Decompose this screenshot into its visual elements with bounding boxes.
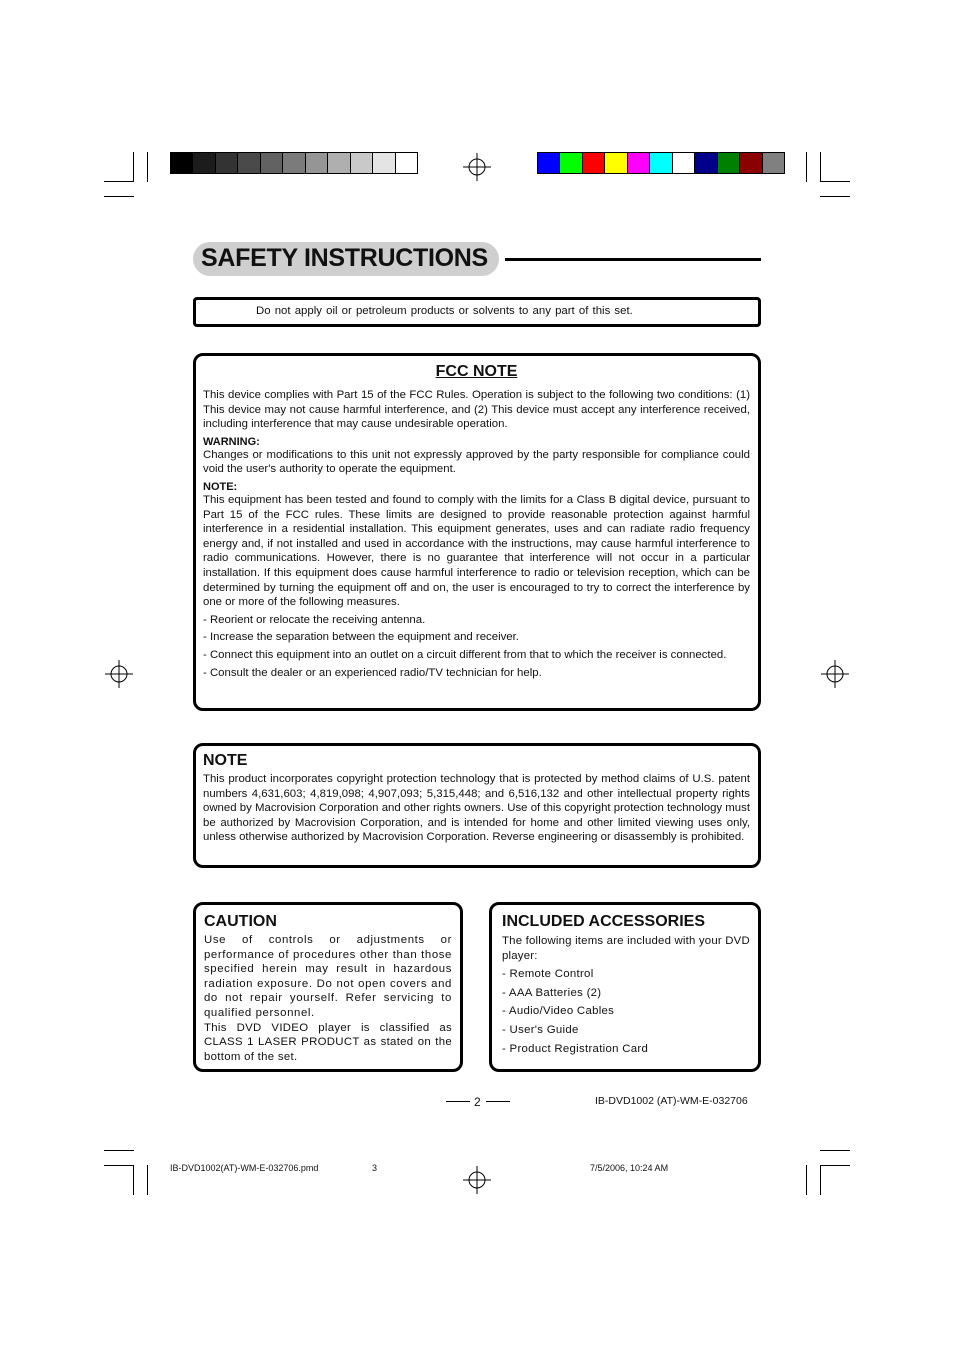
- list-item: - Reorient or relocate the receiving antenna.: [203, 613, 426, 626]
- note-heading: NOTE: [203, 752, 248, 769]
- grayscale-calibration-bar: [170, 152, 418, 174]
- included-accessories-box: [489, 902, 761, 1072]
- caution-heading: CAUTION: [204, 913, 277, 930]
- macrovision-note-box: [193, 743, 761, 868]
- fcc-note-text: This equipment has been tested and found to comply with the limits for a Class B digital device, pursuant to Part 15 of the FCC rules. These limits are designed to provide reasonable protection against harmful interference in a residential installation. This equipment generates, uses and can radiate radio frequency energy and, if not installed and used in accordance with the instructions, may cause harmful interference to radio communications. However, there is no guarantee that interference will not occur in a particular installation. If this equipment does cause harmful interference to radio or television reception, which can be determined by turning the equipment off and on, the user is encouraged to try to correct the interference by one or more of the following measures.: [203, 493, 750, 609]
- grayscale-swatch: [328, 153, 350, 173]
- document-code: IB-DVD1002 (AT)-WM-E-032706: [595, 1095, 748, 1107]
- list-item: - AAA Batteries (2): [502, 986, 602, 999]
- fcc-warning-text: Changes or modifications to this unit not expressly approved by the party responsible for compliance could void the user's authority to operate the equipment.: [203, 448, 750, 476]
- fcc-warning-label: WARNING:: [203, 435, 260, 448]
- grayscale-swatch: [373, 153, 395, 173]
- oil-notice-text: Do not apply oil or petroleum products or solvents to any part of this set.: [256, 305, 633, 317]
- color-swatch: [718, 153, 740, 173]
- grayscale-swatch: [396, 153, 417, 173]
- registration-mark-icon: [821, 660, 849, 688]
- page-number-rule-left: [446, 1101, 470, 1102]
- grayscale-swatch: [171, 153, 193, 173]
- fcc-intro: This device complies with Part 15 of the FCC Rules. Operation is subject to the following two conditions: (1) This device may not cause harmful interference, and (2) This device must accept any interference received, including interference that may cause undesirable operation.: [203, 389, 750, 431]
- list-item: - Connect this equipment into an outlet on a circuit different from that to which the receiver is connected.: [203, 648, 727, 661]
- caution-text: Use of controls or adjustments or performance of procedures other than those specified herein may result in hazardous radiation exposure. Do not open covers and do not repair yourself. Refer servicing to qualified personnel.: [204, 934, 452, 1019]
- page-title: SAFETY INSTRUCTIONS: [201, 244, 488, 272]
- caution-box: [193, 902, 463, 1072]
- color-swatch: [740, 153, 762, 173]
- grayscale-swatch: [216, 153, 238, 173]
- registration-mark-icon: [105, 660, 133, 688]
- accessories-heading: INCLUDED ACCESSORIES: [502, 913, 705, 930]
- color-swatch: [605, 153, 627, 173]
- oil-notice-box: [193, 297, 761, 327]
- grayscale-swatch: [193, 153, 215, 173]
- grayscale-swatch: [283, 153, 305, 173]
- color-swatch: [695, 153, 717, 173]
- color-swatch: [763, 153, 784, 173]
- color-swatch: [673, 153, 695, 173]
- fcc-note-box: [193, 353, 761, 711]
- list-item: - Audio/Video Cables: [502, 1005, 615, 1018]
- color-swatch: [583, 153, 605, 173]
- list-item: - Remote Control: [502, 968, 594, 981]
- fcc-note-heading: FCC NOTE: [435, 363, 518, 380]
- registration-mark-icon: [463, 153, 491, 181]
- grayscale-swatch: [261, 153, 283, 173]
- registration-mark-icon: [463, 1166, 491, 1194]
- page-number: 2: [474, 1095, 481, 1109]
- print-datetime: 7/5/2006, 10:24 AM: [590, 1163, 669, 1173]
- print-file-name: IB-DVD1002(AT)-WM-E-032706.pmd: [170, 1163, 319, 1173]
- grayscale-swatch: [351, 153, 373, 173]
- grayscale-swatch: [306, 153, 328, 173]
- note-text: This product incorporates copyright protection technology that is protected by method claims of U.S. patent numbers 4,631,603; 4,819,098; 4,907,093; 5,315,448; and 6,516,132 and other intellectual property rights owned by Macrovision Corporation and other rights owners. Use of this copyright protection technology must be authorized by Macrovision Corporation, and is intended for home and other limited viewing uses only, unless otherwise authorized by Macrovision Corporation. Reverse engineering or disassembly is prohibited.: [203, 773, 750, 844]
- grayscale-swatch: [238, 153, 260, 173]
- list-item: - Increase the separation between the equipment and receiver.: [203, 631, 519, 644]
- color-swatch: [538, 153, 560, 173]
- color-swatch: [560, 153, 582, 173]
- color-calibration-bar: [537, 152, 785, 174]
- list-item: - Product Registration Card: [502, 1042, 649, 1055]
- print-page-number: 3: [372, 1163, 378, 1173]
- page-number-rule-right: [486, 1101, 510, 1102]
- title-rule: [505, 258, 761, 261]
- list-item: - Consult the dealer or an experienced radio/TV technician for help.: [203, 666, 542, 679]
- accessories-intro: The following items are included with your DVD player:: [502, 935, 750, 962]
- fcc-note-label: NOTE:: [203, 480, 238, 493]
- list-item: - User's Guide: [502, 1023, 579, 1036]
- color-swatch: [628, 153, 650, 173]
- laser-class-text: This DVD VIDEO player is classified as CLASS 1 LASER PRODUCT as stated on the bottom of the set.: [204, 1021, 452, 1063]
- color-swatch: [650, 153, 672, 173]
